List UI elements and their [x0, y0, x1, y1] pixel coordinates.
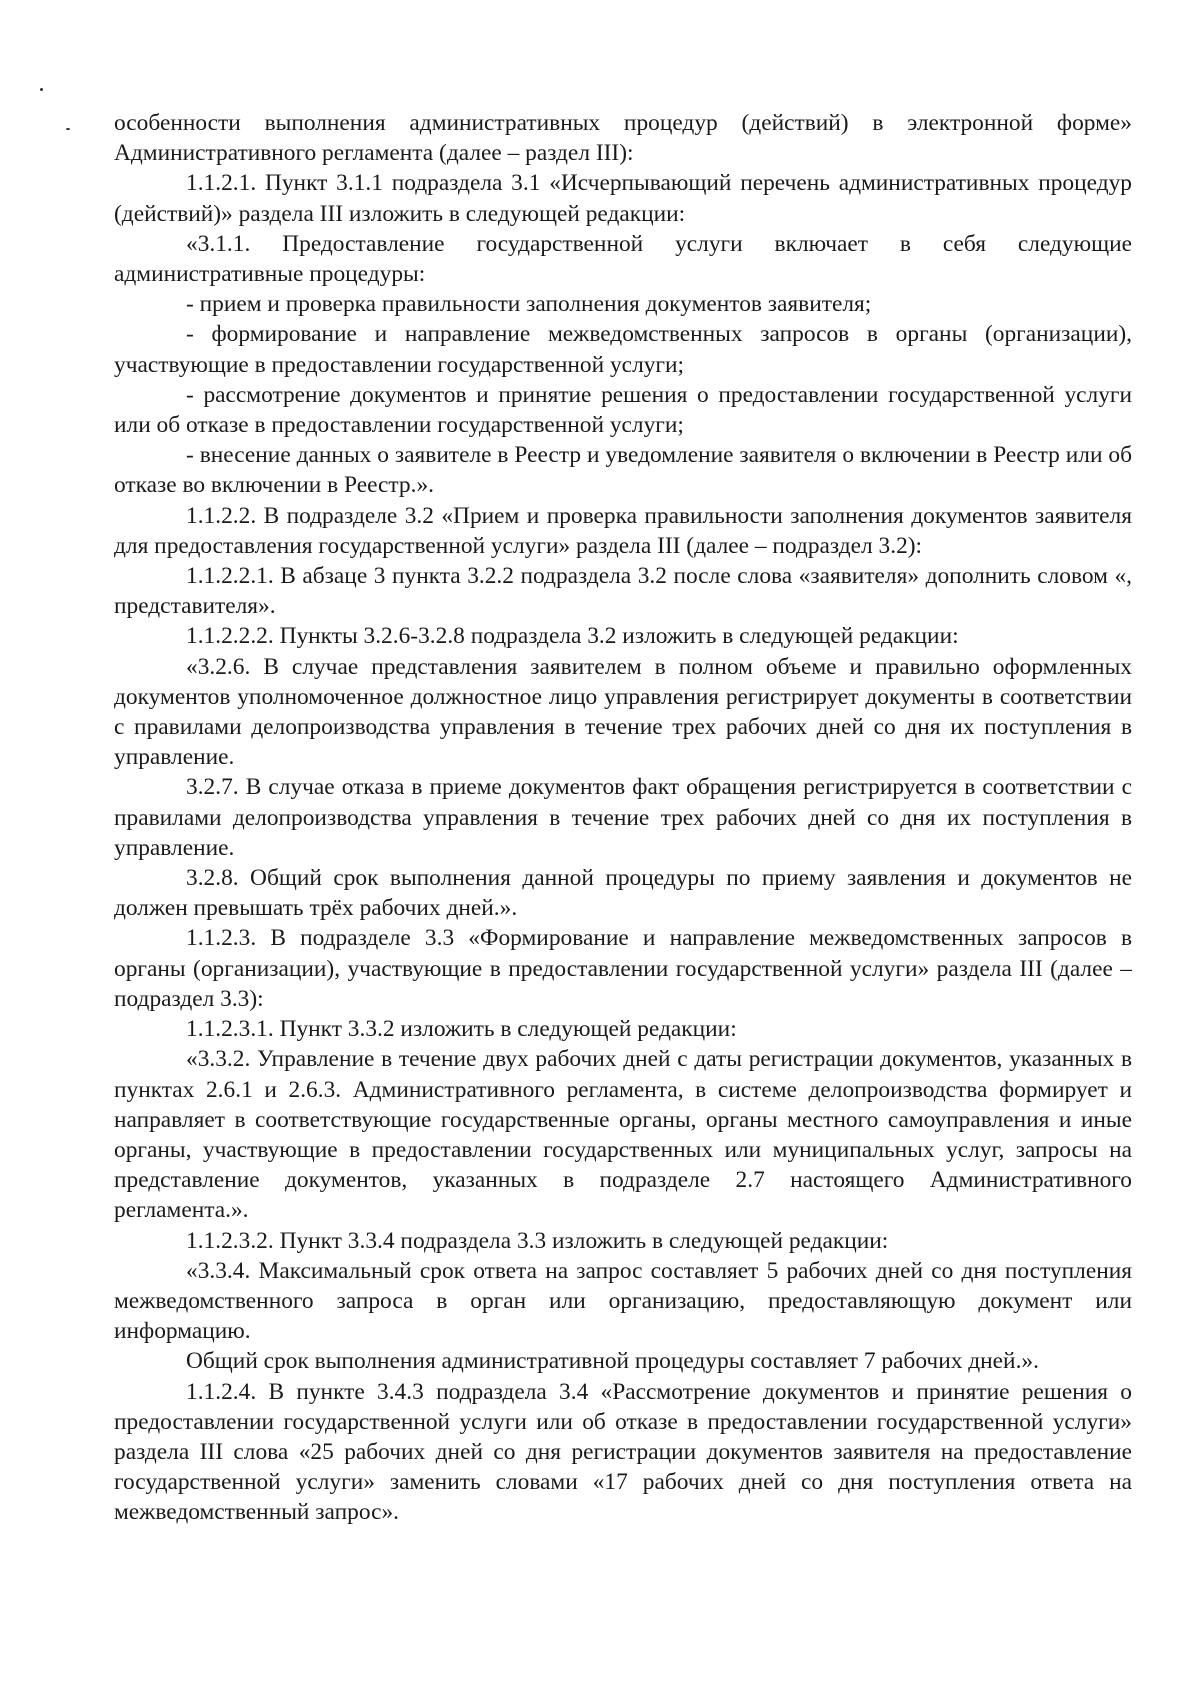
paragraph-1-1-2-3-2: 1.1.2.3.2. Пункт 3.3.4 подраздела 3.3 изложить в следующей редакции:	[186, 1227, 889, 1254]
paragraph-1-1-2-1: 1.1.2.1. Пункт 3.1.1 подраздела 3.1 «Исчерпывающий перечень административных процедур (действий)» раздела III изложить в следующей редакции:	[114, 170, 1132, 227]
list-item: - прием и проверка правильности заполнения документов заявителя;	[186, 291, 872, 318]
paragraph-continuation: особенности выполнения административных процедур (действий) в электронной форме» Административного регламента (далее – раздел III):	[114, 110, 1132, 167]
paragraph-3-2-7: 3.2.7. В случае отказа в приеме документов факт обращения регистрируется в соответствии с правилами делопроизводства управления в течение трех рабочих дней со дня их поступления в управление.	[114, 774, 1132, 861]
paragraph-total-term: Общий срок выполнения административной процедуры составляет 7 рабочих дней.».	[186, 1348, 1039, 1375]
paragraph-3-2-8: 3.2.8. Общий срок выполнения данной процедуры по приему заявления и документов не должен превышать трёх рабочих дней.».	[114, 865, 1132, 922]
paragraph-1-1-2-4: 1.1.2.4. В пункте 3.4.3 подраздела 3.4 «Рассмотрение документов и принятие решения о предоставлении государственной услуги или об отказе в предоставлении государственной услуги» раздела III слова «25 рабочих дней со дня регистрации документов заявителя на предоставление государственной услуги» заменить словами «17 рабочих дней со дня поступления ответа на межведомственный запрос».	[114, 1378, 1132, 1526]
paragraph-3-1-1: «3.1.1. Предоставление государственной услуги включает в себя следующие административные процедуры:	[114, 230, 1132, 288]
paragraph-3-2-6: «3.2.6. В случае представления заявителем в полном объеме и правильно оформленных документов уполномоченное должностное лицо управления регистрирует документы в соответствии с правилами делопроизводства управления в течение трех рабочих дней со дня их поступления в управление.	[114, 653, 1132, 771]
document-body	[114, 108, 1132, 1528]
paragraph-1-1-2-2: 1.1.2.2. В подразделе 3.2 «Прием и проверка правильности заполнения документов заявителя для предоставления государственной услуги» раздела III (далее – подраздел 3.2):	[114, 502, 1132, 559]
scan-speck	[66, 128, 70, 130]
list-item: - рассмотрение документов и принятие решения о предоставлении государственной услуги или об отказе в предоставлении государственной услуги;	[114, 381, 1132, 439]
list-item: - внесение данных о заявителе в Реестр и уведомление заявителя о включении в Реестр или об отказе во включении в Реестр.».	[114, 442, 1132, 499]
paragraph-1-1-2-2-2: 1.1.2.2.2. Пункты 3.2.6-3.2.8 подраздела 3.2 изложить в следующей редакции:	[186, 623, 959, 650]
paragraph-3-3-2: «3.3.2. Управление в течение двух рабочих дней с даты регистрации документов, указанных в пунктах 2.6.1 и 2.6.3. Административного регламента, в системе делопроизводства формирует и направляет в соответствующие государственные органы, органы местного самоуправления и иные органы, участвующие в предоставлении государственных или муниципальных услуг, запросы на представление документов, указанных в подразделе 2.7 настоящего Административного регламента.».	[114, 1046, 1132, 1224]
scan-speck	[40, 88, 43, 91]
paragraph-1-1-2-3-1: 1.1.2.3.1. Пункт 3.3.2 изложить в следующей редакции:	[186, 1016, 737, 1043]
paragraph-1-1-2-3: 1.1.2.3. В подразделе 3.3 «Формирование и направление межведомственных запросов в органы (организации), участвующие в предоставлении государственной услуги» раздела III (далее – подраздел 3.3):	[114, 925, 1132, 1012]
paragraph-3-3-4: «3.3.4. Максимальный срок ответа на запрос составляет 5 рабочих дней со дня поступления межведомственного запроса в орган или организацию, предоставляющую документ или информацию.	[114, 1257, 1132, 1345]
list-item: - формирование и направление межведомственных запросов в органы (организации), участвующие в предоставлении государственной услуги;	[114, 321, 1132, 378]
paragraph-1-1-2-2-1: 1.1.2.2.1. В абзаце 3 пункта 3.2.2 подраздела 3.2 после слова «заявителя» дополнить словом «, представителя».	[114, 563, 1132, 620]
